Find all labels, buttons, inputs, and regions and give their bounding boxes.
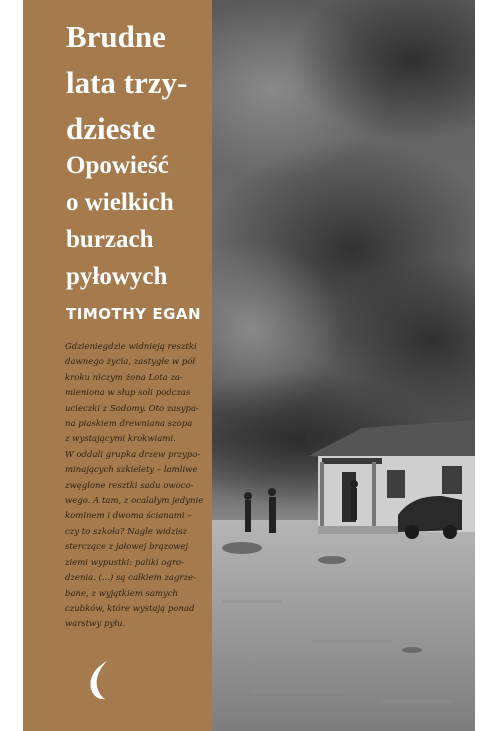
title-line: Brudne <box>66 19 166 54</box>
text-panel <box>23 0 212 731</box>
blurb-line: Gdzieniegdzie widnieją resztki <box>65 342 197 352</box>
blurb-line: warstwy pyłu. <box>65 619 126 630</box>
blurb-line: czubków, które wystają ponad <box>65 603 195 614</box>
book-cover <box>23 0 475 731</box>
blurb-line: ucieczki z Sodomy. Oto zasypa- <box>65 403 199 414</box>
blurb-line: z wystającymi krokwiami. <box>65 434 176 445</box>
blurb-line: na piaskiem drewniana szopa <box>65 419 193 430</box>
title-line: dzieste <box>66 111 156 146</box>
blurb-line: kominem i dwoma ścianami – <box>65 511 192 522</box>
blurb-line: dzenia. (...) są całkiem zagrze- <box>65 573 196 584</box>
back-blurb <box>65 340 225 633</box>
title-line: lata trzy- <box>66 65 188 100</box>
blurb-line: minających szkielety – lamliwe <box>65 465 198 476</box>
blurb-line: sterczące z jałowej brązowej <box>65 542 189 553</box>
blurb-line: zwęglone resztki sadu owoco- <box>65 480 194 491</box>
subtitle-line: burzach <box>66 226 154 253</box>
subtitle-line: Opowieść <box>66 152 169 179</box>
blurb-line: bane, z wyjątkiem samych <box>65 588 178 599</box>
dust-storm-photo <box>212 0 475 731</box>
blurb-line: ziemi wypustki: paliki ogro- <box>65 557 185 568</box>
blurb-line: czy to szkoła? Nagle widzisz <box>65 526 188 537</box>
publisher-logo-icon <box>89 659 113 701</box>
book-title <box>66 14 216 152</box>
cover-photo <box>212 0 475 731</box>
blurb-line: dawnego życia, zastygłe w pół <box>65 357 196 368</box>
author-name: TIMOTHY EGAN <box>66 305 202 323</box>
subtitle-line: pyłowych <box>66 263 168 290</box>
book-subtitle <box>66 147 216 295</box>
blurb-line: W oddali grupka drzew przypo- <box>65 449 201 460</box>
blurb-line: mieniona w słup soli podczas <box>65 388 191 399</box>
blurb-line: kroku niczym żona Lota za- <box>65 372 183 383</box>
blurb-line: wego. A tam, z ocalałym jedynie <box>65 496 204 507</box>
subtitle-line: o wielkich <box>66 189 174 216</box>
